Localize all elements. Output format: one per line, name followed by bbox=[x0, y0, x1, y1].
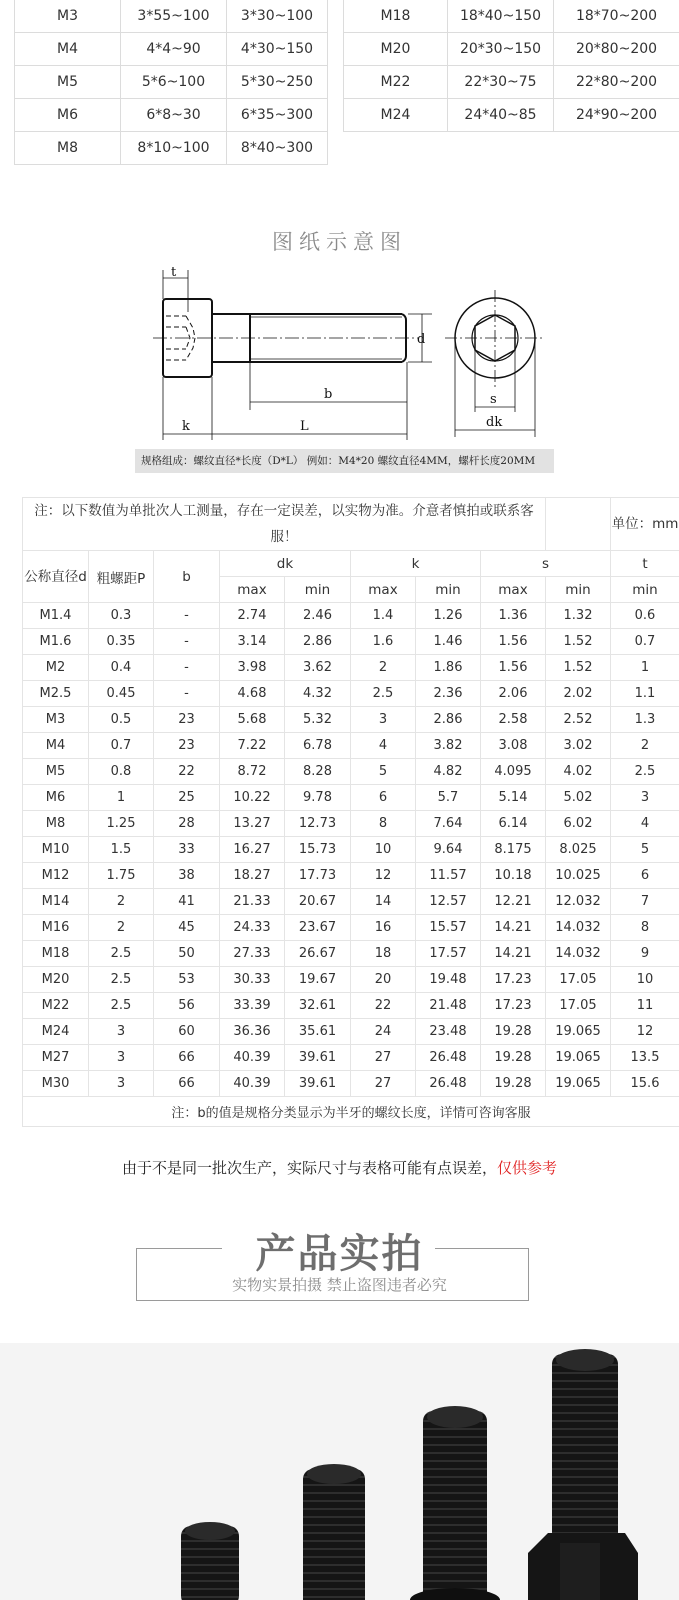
cell-dk-max: 8.72 bbox=[220, 759, 285, 785]
cell-dk-min: 3.62 bbox=[285, 655, 351, 681]
header-nominal-diameter: 公称直径d bbox=[23, 551, 89, 603]
cell-k-max: 2 bbox=[351, 655, 416, 681]
cell-t-min: 10 bbox=[611, 967, 679, 993]
spec-range-b: 24*90~200 bbox=[554, 99, 679, 132]
table-row bbox=[23, 707, 679, 733]
cell-k-max: 2.5 bbox=[351, 681, 416, 707]
cell-pitch: 0.7 bbox=[89, 733, 154, 759]
spec-range-b: 22*80~200 bbox=[554, 66, 679, 99]
cell-pitch: 2 bbox=[89, 889, 154, 915]
cell-s-min: 14.032 bbox=[546, 941, 611, 967]
cell-k-min: 21.48 bbox=[416, 993, 481, 1019]
cell-s-min: 1.52 bbox=[546, 655, 611, 681]
cell-size: M5 bbox=[23, 759, 89, 785]
cell-dk-max: 10.22 bbox=[220, 785, 285, 811]
svg-text:k: k bbox=[182, 419, 190, 434]
cell-k-min: 17.57 bbox=[416, 941, 481, 967]
cell-k-max: 24 bbox=[351, 1019, 416, 1045]
spec-table-left bbox=[14, 0, 328, 165]
cell-t-min: 1 bbox=[611, 655, 679, 681]
cell-size: M2.5 bbox=[23, 681, 89, 707]
measurement-note: 注：以下数值为单批次人工测量，存在一定误差，以实物为准。介意者慎拍或联系客服！ bbox=[23, 498, 546, 551]
cell-pitch: 0.45 bbox=[89, 681, 154, 707]
photo-section-title: 产品实拍 bbox=[255, 1230, 424, 1277]
dimension-table bbox=[22, 497, 679, 1127]
cell-k-min: 3.82 bbox=[416, 733, 481, 759]
cell-k-min: 1.86 bbox=[416, 655, 481, 681]
cell-t-min: 2.5 bbox=[611, 759, 679, 785]
svg-text:dk: dk bbox=[486, 415, 503, 430]
spec-size: M6 bbox=[15, 99, 121, 132]
spec-range-a: 8*10~100 bbox=[121, 132, 227, 165]
cell-s-max: 2.58 bbox=[481, 707, 546, 733]
cell-dk-max: 24.33 bbox=[220, 915, 285, 941]
product-photo bbox=[0, 1343, 679, 1600]
cell-k-max: 1.4 bbox=[351, 603, 416, 629]
cell-s-min: 5.02 bbox=[546, 785, 611, 811]
bolt-3 bbox=[410, 1406, 500, 1600]
cell-k-min: 1.26 bbox=[416, 603, 481, 629]
cell-dk-min: 2.86 bbox=[285, 629, 351, 655]
cell-b: 56 bbox=[154, 993, 220, 1019]
cell-pitch: 0.8 bbox=[89, 759, 154, 785]
bolt-4 bbox=[528, 1349, 638, 1600]
cell-size: M18 bbox=[23, 941, 89, 967]
cell-pitch: 2.5 bbox=[89, 967, 154, 993]
cell-pitch: 2 bbox=[89, 915, 154, 941]
cell-pitch: 1.75 bbox=[89, 863, 154, 889]
spec-row bbox=[15, 33, 328, 66]
header-b: b bbox=[154, 551, 220, 603]
cell-t-min: 5 bbox=[611, 837, 679, 863]
cell-t-min: 1.3 bbox=[611, 707, 679, 733]
cell-pitch: 3 bbox=[89, 1071, 154, 1097]
cell-size: M16 bbox=[23, 915, 89, 941]
disclaimer-text bbox=[0, 1157, 679, 1178]
cell-t-min: 11 bbox=[611, 993, 679, 1019]
cell-size: M1.6 bbox=[23, 629, 89, 655]
cell-b: 33 bbox=[154, 837, 220, 863]
cell-pitch: 2.5 bbox=[89, 993, 154, 1019]
spec-row bbox=[344, 0, 679, 33]
spec-range-a: 5*6~100 bbox=[121, 66, 227, 99]
spec-range-a: 20*30~150 bbox=[448, 33, 554, 66]
spec-range-a: 6*8~30 bbox=[121, 99, 227, 132]
cell-dk-max: 13.27 bbox=[220, 811, 285, 837]
table-row bbox=[23, 603, 679, 629]
header-t-min: min bbox=[611, 577, 679, 603]
cell-size: M8 bbox=[23, 811, 89, 837]
cell-k-min: 2.86 bbox=[416, 707, 481, 733]
photo-section-subtitle: 实物实景拍摄 禁止盗图违者必究 bbox=[232, 1276, 447, 1294]
cell-k-min: 12.57 bbox=[416, 889, 481, 915]
spec-table-right bbox=[343, 0, 679, 132]
cell-s-max: 5.14 bbox=[481, 785, 546, 811]
spec-size: M22 bbox=[344, 66, 448, 99]
cell-s-min: 8.025 bbox=[546, 837, 611, 863]
header-dk: dk bbox=[220, 551, 351, 577]
table-row bbox=[23, 915, 679, 941]
header-k: k bbox=[351, 551, 481, 577]
disclaimer-main: 由于不是同一批次生产，实际尺寸与表格可能有点误差， bbox=[121, 1159, 497, 1177]
cell-dk-max: 40.39 bbox=[220, 1045, 285, 1071]
table-row bbox=[23, 733, 679, 759]
spec-row bbox=[15, 99, 328, 132]
disclaimer-highlight: 仅供参考 bbox=[497, 1159, 558, 1177]
cell-dk-min: 35.61 bbox=[285, 1019, 351, 1045]
cell-k-max: 10 bbox=[351, 837, 416, 863]
cell-t-min: 2 bbox=[611, 733, 679, 759]
cell-s-min: 19.065 bbox=[546, 1071, 611, 1097]
cell-dk-max: 33.39 bbox=[220, 993, 285, 1019]
cell-b: 23 bbox=[154, 707, 220, 733]
table-row bbox=[23, 1019, 679, 1045]
cell-k-min: 1.46 bbox=[416, 629, 481, 655]
blank-cell bbox=[546, 498, 611, 551]
cell-k-max: 27 bbox=[351, 1071, 416, 1097]
table-row bbox=[23, 967, 679, 993]
cell-k-min: 15.57 bbox=[416, 915, 481, 941]
bolts-image bbox=[0, 1343, 679, 1600]
cell-s-max: 6.14 bbox=[481, 811, 546, 837]
spec-range-a: 4*4~90 bbox=[121, 33, 227, 66]
header-s: s bbox=[481, 551, 611, 577]
cell-pitch: 1 bbox=[89, 785, 154, 811]
spec-size: M18 bbox=[344, 0, 448, 33]
cell-dk-min: 19.67 bbox=[285, 967, 351, 993]
cell-b: - bbox=[154, 603, 220, 629]
header-dk-max: max bbox=[220, 577, 285, 603]
cell-pitch: 3 bbox=[89, 1019, 154, 1045]
svg-text:s: s bbox=[490, 392, 497, 407]
table-row bbox=[23, 1071, 679, 1097]
table-row bbox=[23, 993, 679, 1019]
cell-k-min: 9.64 bbox=[416, 837, 481, 863]
cell-dk-max: 21.33 bbox=[220, 889, 285, 915]
unit-label: 单位：mm bbox=[611, 498, 679, 551]
cell-s-max: 3.08 bbox=[481, 733, 546, 759]
table-footnote: 注：b的值是规格分类显示为半牙的螺纹长度，详情可咨询客服 bbox=[23, 1097, 679, 1127]
cell-b: 66 bbox=[154, 1045, 220, 1071]
cell-dk-min: 32.61 bbox=[285, 993, 351, 1019]
cell-dk-min: 4.32 bbox=[285, 681, 351, 707]
cell-dk-max: 3.14 bbox=[220, 629, 285, 655]
cell-dk-min: 17.73 bbox=[285, 863, 351, 889]
cell-t-min: 15.6 bbox=[611, 1071, 679, 1097]
spec-size: M8 bbox=[15, 132, 121, 165]
spec-format-caption: 规格组成：螺纹直径*长度（D*L） 例如：M4*20 螺纹直径4MM，螺杆长度20MM bbox=[135, 449, 554, 473]
cell-pitch: 2.5 bbox=[89, 941, 154, 967]
table-row bbox=[23, 785, 679, 811]
cell-b: 50 bbox=[154, 941, 220, 967]
cell-k-max: 16 bbox=[351, 915, 416, 941]
cell-t-min: 0.6 bbox=[611, 603, 679, 629]
cell-b: 22 bbox=[154, 759, 220, 785]
cell-k-max: 14 bbox=[351, 889, 416, 915]
cell-s-min: 2.52 bbox=[546, 707, 611, 733]
spec-row bbox=[344, 33, 679, 66]
cell-t-min: 12 bbox=[611, 1019, 679, 1045]
cell-t-min: 3 bbox=[611, 785, 679, 811]
cell-s-max: 1.56 bbox=[481, 655, 546, 681]
cell-size: M2 bbox=[23, 655, 89, 681]
cell-dk-max: 4.68 bbox=[220, 681, 285, 707]
spec-range-b: 8*40~300 bbox=[227, 132, 328, 165]
spec-range-b: 20*80~200 bbox=[554, 33, 679, 66]
cell-dk-max: 7.22 bbox=[220, 733, 285, 759]
cell-k-max: 4 bbox=[351, 733, 416, 759]
cell-size: M6 bbox=[23, 785, 89, 811]
cell-dk-max: 40.39 bbox=[220, 1071, 285, 1097]
cell-s-max: 1.56 bbox=[481, 629, 546, 655]
cell-dk-min: 39.61 bbox=[285, 1071, 351, 1097]
cell-dk-min: 39.61 bbox=[285, 1045, 351, 1071]
cell-k-max: 5 bbox=[351, 759, 416, 785]
cell-dk-min: 20.67 bbox=[285, 889, 351, 915]
cell-dk-min: 5.32 bbox=[285, 707, 351, 733]
cell-dk-max: 30.33 bbox=[220, 967, 285, 993]
bolt-1 bbox=[181, 1522, 239, 1600]
cell-s-max: 1.36 bbox=[481, 603, 546, 629]
cell-s-min: 14.032 bbox=[546, 915, 611, 941]
header-t: t bbox=[611, 551, 679, 577]
spec-row bbox=[15, 66, 328, 99]
cell-s-min: 3.02 bbox=[546, 733, 611, 759]
cell-k-min: 11.57 bbox=[416, 863, 481, 889]
cell-dk-min: 12.73 bbox=[285, 811, 351, 837]
cell-s-min: 1.32 bbox=[546, 603, 611, 629]
table-row bbox=[23, 629, 679, 655]
cell-s-max: 10.18 bbox=[481, 863, 546, 889]
cell-s-max: 14.21 bbox=[481, 941, 546, 967]
spec-row bbox=[15, 132, 328, 165]
header-k-max: max bbox=[351, 577, 416, 603]
cell-size: M24 bbox=[23, 1019, 89, 1045]
cell-dk-max: 16.27 bbox=[220, 837, 285, 863]
svg-text:t: t bbox=[171, 265, 177, 280]
svg-text:L: L bbox=[300, 419, 309, 434]
cell-pitch: 3 bbox=[89, 1045, 154, 1071]
cell-pitch: 0.5 bbox=[89, 707, 154, 733]
cell-k-max: 20 bbox=[351, 967, 416, 993]
spec-size: M5 bbox=[15, 66, 121, 99]
cell-size: M12 bbox=[23, 863, 89, 889]
table-row bbox=[23, 759, 679, 785]
spec-range-b: 5*30~250 bbox=[227, 66, 328, 99]
header-k-min: min bbox=[416, 577, 481, 603]
cell-s-max: 17.23 bbox=[481, 993, 546, 1019]
cell-size: M20 bbox=[23, 967, 89, 993]
header-dk-min: min bbox=[285, 577, 351, 603]
cell-s-max: 17.23 bbox=[481, 967, 546, 993]
cell-pitch: 0.4 bbox=[89, 655, 154, 681]
cell-pitch: 1.25 bbox=[89, 811, 154, 837]
cell-s-min: 19.065 bbox=[546, 1019, 611, 1045]
cell-k-max: 12 bbox=[351, 863, 416, 889]
cell-size: M10 bbox=[23, 837, 89, 863]
table-row bbox=[23, 655, 679, 681]
cell-dk-min: 2.46 bbox=[285, 603, 351, 629]
svg-text:b: b bbox=[324, 387, 333, 402]
cell-b: 41 bbox=[154, 889, 220, 915]
cell-s-max: 14.21 bbox=[481, 915, 546, 941]
bolt-2 bbox=[303, 1464, 365, 1600]
cell-dk-min: 23.67 bbox=[285, 915, 351, 941]
spec-size: M20 bbox=[344, 33, 448, 66]
cell-b: 38 bbox=[154, 863, 220, 889]
cell-size: M4 bbox=[23, 733, 89, 759]
cell-dk-max: 5.68 bbox=[220, 707, 285, 733]
header-s-min: min bbox=[546, 577, 611, 603]
spec-row bbox=[15, 0, 328, 33]
cell-s-min: 2.02 bbox=[546, 681, 611, 707]
cell-s-max: 4.095 bbox=[481, 759, 546, 785]
spec-range-b: 18*70~200 bbox=[554, 0, 679, 33]
cell-b: - bbox=[154, 629, 220, 655]
cell-k-min: 2.36 bbox=[416, 681, 481, 707]
cell-t-min: 9 bbox=[611, 941, 679, 967]
cell-b: 28 bbox=[154, 811, 220, 837]
cell-s-min: 6.02 bbox=[546, 811, 611, 837]
cell-dk-min: 9.78 bbox=[285, 785, 351, 811]
spec-range-a: 22*30~75 bbox=[448, 66, 554, 99]
cell-dk-min: 15.73 bbox=[285, 837, 351, 863]
cell-size: M3 bbox=[23, 707, 89, 733]
cell-k-max: 27 bbox=[351, 1045, 416, 1071]
cell-dk-min: 6.78 bbox=[285, 733, 351, 759]
cell-b: 60 bbox=[154, 1019, 220, 1045]
cell-k-max: 6 bbox=[351, 785, 416, 811]
cell-size: M27 bbox=[23, 1045, 89, 1071]
cell-dk-min: 26.67 bbox=[285, 941, 351, 967]
cell-k-max: 18 bbox=[351, 941, 416, 967]
side-view bbox=[153, 265, 432, 440]
cell-pitch: 0.35 bbox=[89, 629, 154, 655]
cell-t-min: 0.7 bbox=[611, 629, 679, 655]
table-row bbox=[23, 941, 679, 967]
spec-range-b: 6*35~300 bbox=[227, 99, 328, 132]
spec-range-b: 3*30~100 bbox=[227, 0, 328, 33]
spec-range-a: 24*40~85 bbox=[448, 99, 554, 132]
cell-b: 23 bbox=[154, 733, 220, 759]
cell-s-max: 19.28 bbox=[481, 1071, 546, 1097]
cell-b: 25 bbox=[154, 785, 220, 811]
table-row bbox=[23, 837, 679, 863]
table-row bbox=[23, 681, 679, 707]
spec-row bbox=[344, 99, 679, 132]
header-pitch: 粗螺距P bbox=[89, 551, 154, 603]
table-row bbox=[23, 1045, 679, 1071]
cell-s-max: 19.28 bbox=[481, 1045, 546, 1071]
cell-k-min: 26.48 bbox=[416, 1045, 481, 1071]
cell-b: - bbox=[154, 681, 220, 707]
cell-s-max: 12.21 bbox=[481, 889, 546, 915]
spec-range-b: 4*30~150 bbox=[227, 33, 328, 66]
cell-size: M22 bbox=[23, 993, 89, 1019]
end-view bbox=[445, 290, 545, 437]
cell-b: 53 bbox=[154, 967, 220, 993]
cell-s-min: 17.05 bbox=[546, 993, 611, 1019]
cell-s-min: 19.065 bbox=[546, 1045, 611, 1071]
cell-dk-max: 2.74 bbox=[220, 603, 285, 629]
cell-k-max: 22 bbox=[351, 993, 416, 1019]
cell-size: M1.4 bbox=[23, 603, 89, 629]
cell-pitch: 0.3 bbox=[89, 603, 154, 629]
table-row bbox=[23, 811, 679, 837]
cell-t-min: 8 bbox=[611, 915, 679, 941]
drawing-title: 图纸示意图 bbox=[272, 230, 407, 254]
header-s-max: max bbox=[481, 577, 546, 603]
cell-k-min: 5.7 bbox=[416, 785, 481, 811]
cell-size: M30 bbox=[23, 1071, 89, 1097]
cell-s-max: 2.06 bbox=[481, 681, 546, 707]
cell-size: M14 bbox=[23, 889, 89, 915]
svg-text:d: d bbox=[417, 332, 426, 347]
table-row bbox=[23, 889, 679, 915]
cell-pitch: 1.5 bbox=[89, 837, 154, 863]
cell-dk-max: 18.27 bbox=[220, 863, 285, 889]
spec-range-a: 18*40~150 bbox=[448, 0, 554, 33]
cell-b: 66 bbox=[154, 1071, 220, 1097]
cell-t-min: 1.1 bbox=[611, 681, 679, 707]
spec-size: M24 bbox=[344, 99, 448, 132]
cell-dk-max: 36.36 bbox=[220, 1019, 285, 1045]
cell-dk-min: 8.28 bbox=[285, 759, 351, 785]
cell-k-max: 1.6 bbox=[351, 629, 416, 655]
spec-size: M3 bbox=[15, 0, 121, 33]
cell-s-min: 10.025 bbox=[546, 863, 611, 889]
cell-s-min: 4.02 bbox=[546, 759, 611, 785]
bolt-drawing-diagram bbox=[150, 262, 560, 442]
table-row bbox=[23, 863, 679, 889]
cell-dk-max: 3.98 bbox=[220, 655, 285, 681]
cell-s-min: 17.05 bbox=[546, 967, 611, 993]
cell-k-min: 19.48 bbox=[416, 967, 481, 993]
spec-row bbox=[344, 66, 679, 99]
cell-s-max: 8.175 bbox=[481, 837, 546, 863]
cell-t-min: 4 bbox=[611, 811, 679, 837]
cell-k-min: 23.48 bbox=[416, 1019, 481, 1045]
cell-k-min: 26.48 bbox=[416, 1071, 481, 1097]
cell-dk-max: 27.33 bbox=[220, 941, 285, 967]
cell-k-min: 4.82 bbox=[416, 759, 481, 785]
cell-s-min: 12.032 bbox=[546, 889, 611, 915]
cell-t-min: 7 bbox=[611, 889, 679, 915]
cell-b: 45 bbox=[154, 915, 220, 941]
cell-b: - bbox=[154, 655, 220, 681]
cell-s-max: 19.28 bbox=[481, 1019, 546, 1045]
cell-s-min: 1.52 bbox=[546, 629, 611, 655]
cell-k-min: 7.64 bbox=[416, 811, 481, 837]
spec-size: M4 bbox=[15, 33, 121, 66]
cell-t-min: 13.5 bbox=[611, 1045, 679, 1071]
spec-range-a: 3*55~100 bbox=[121, 0, 227, 33]
cell-k-max: 8 bbox=[351, 811, 416, 837]
cell-k-max: 3 bbox=[351, 707, 416, 733]
cell-t-min: 6 bbox=[611, 863, 679, 889]
